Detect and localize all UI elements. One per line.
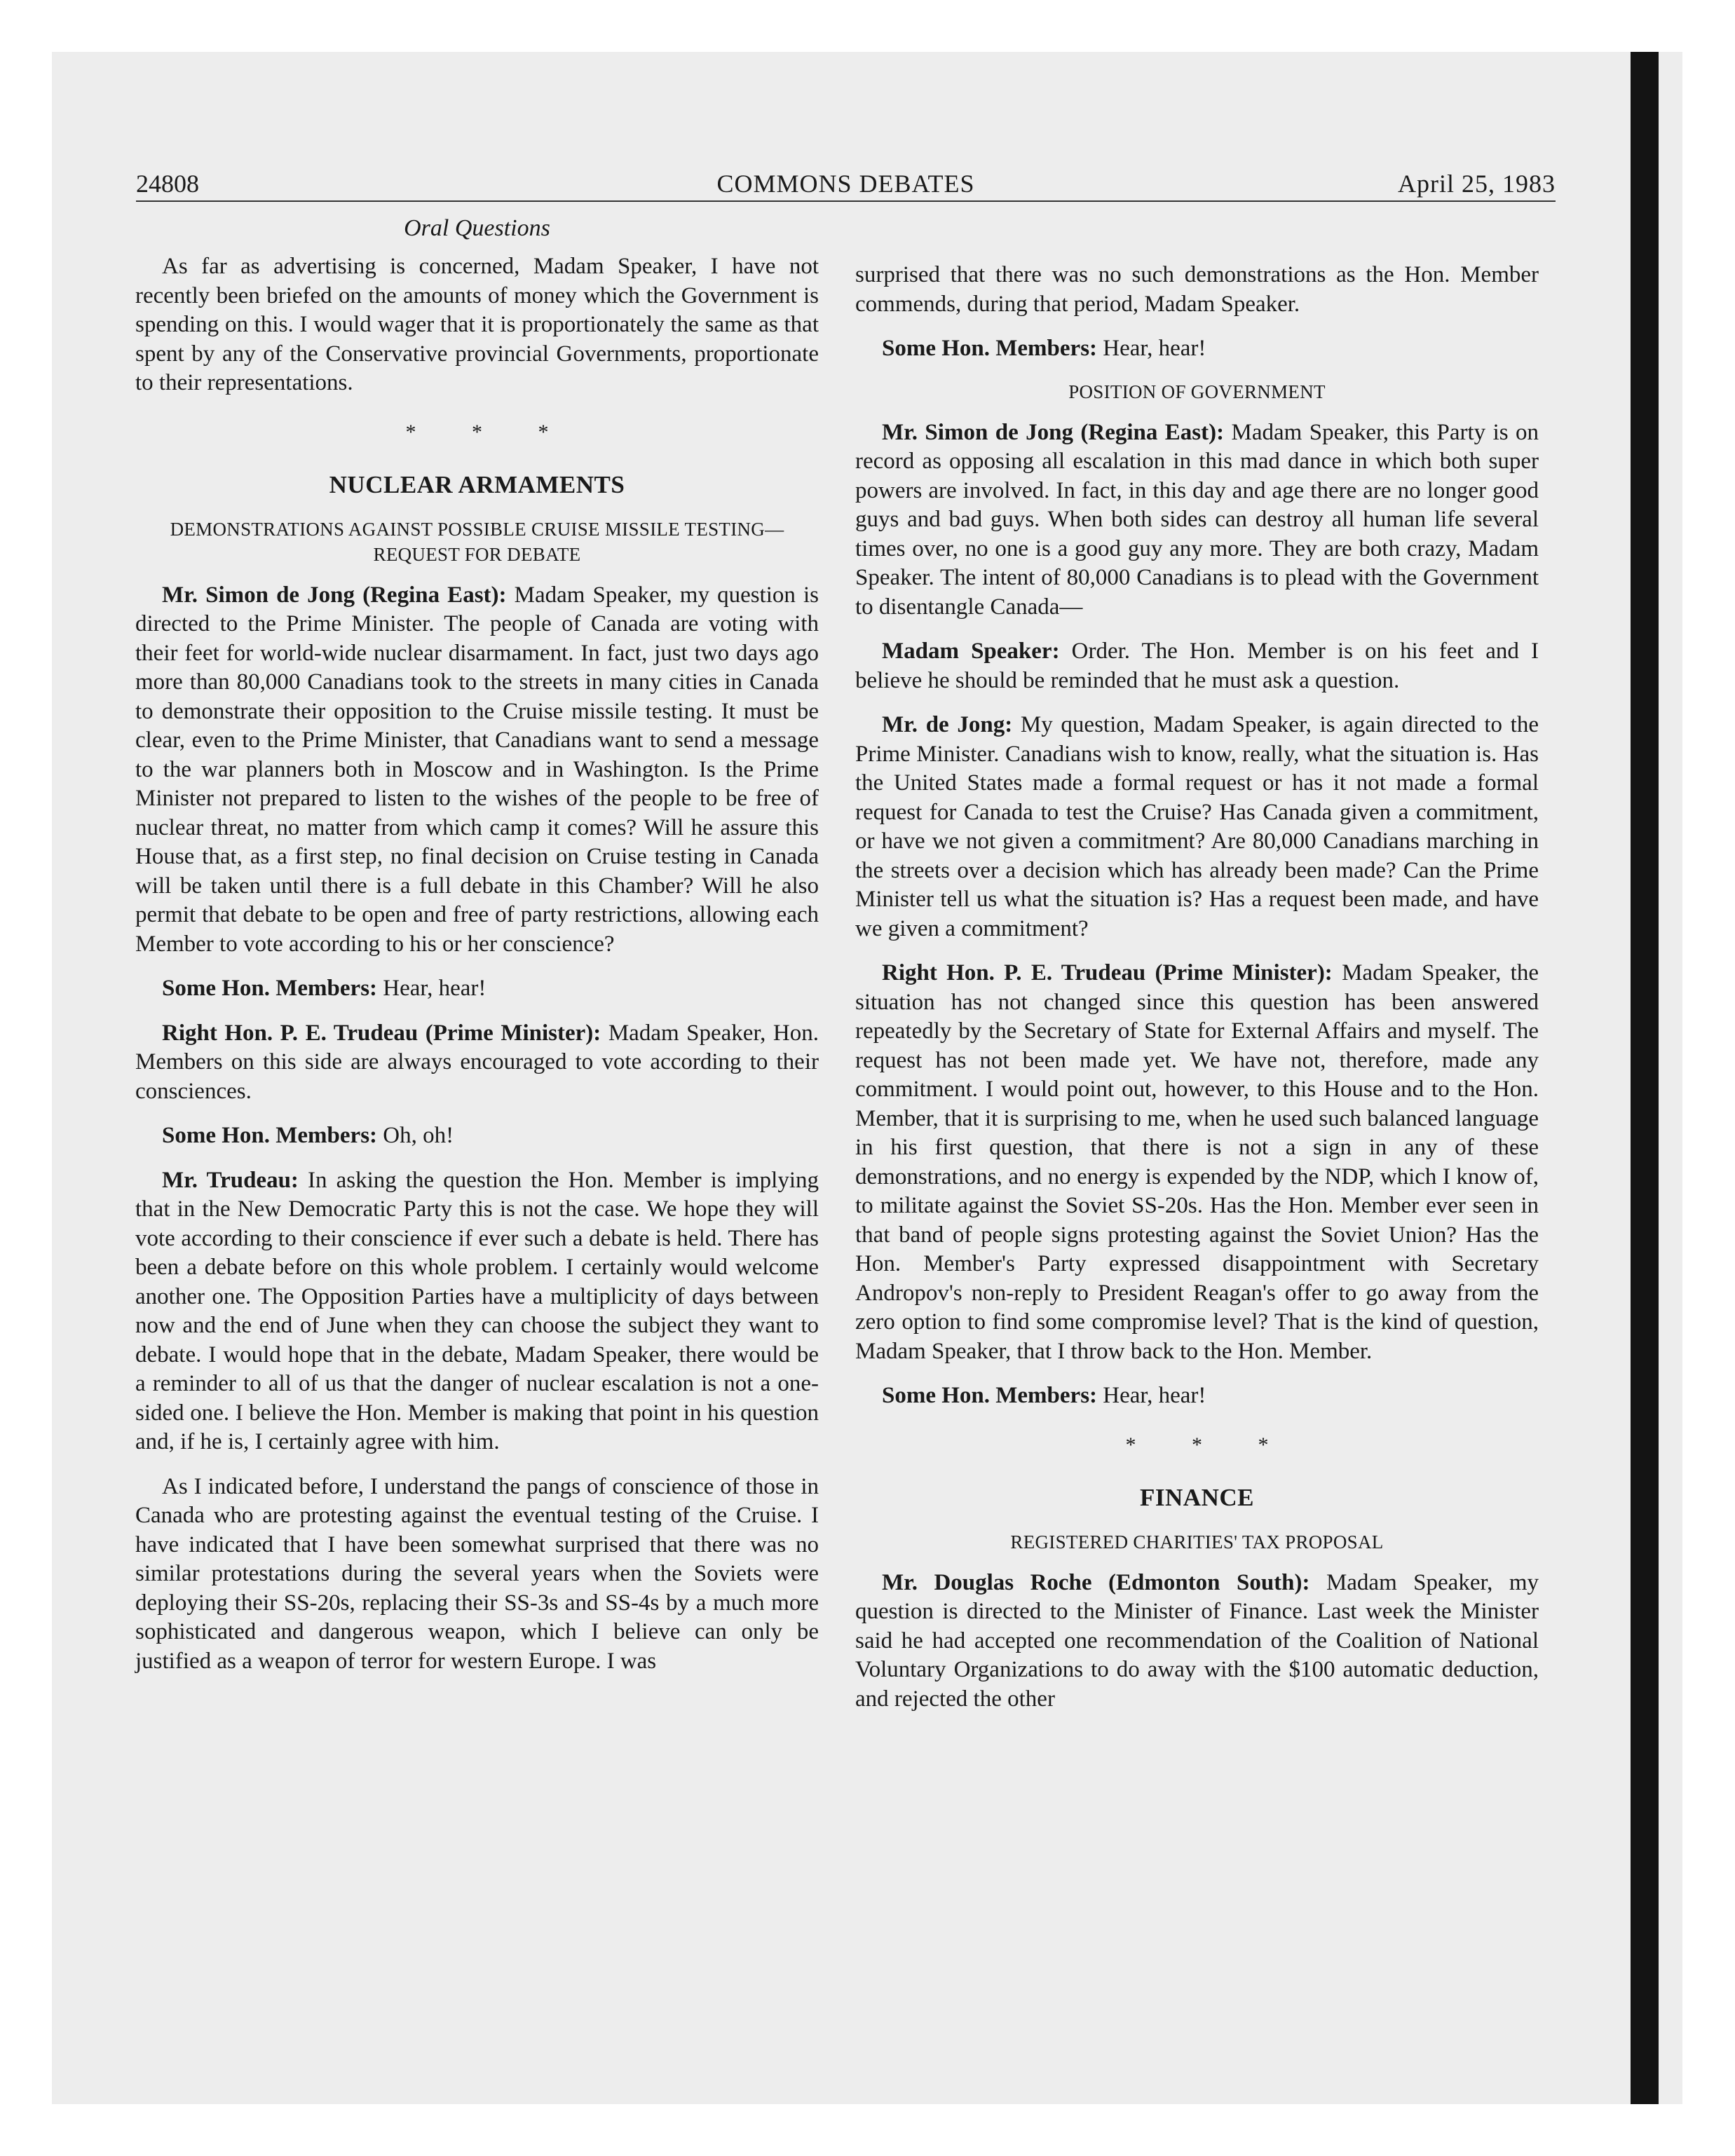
paragraph (855, 959, 1539, 1366)
speaker-name: Mr. Simon de Jong (Regina East): (882, 419, 1225, 445)
speaker-name: Some Hon. Members: (162, 1123, 378, 1148)
section-subheading: REGISTERED CHARITIES' TAX PROPOSAL (1010, 1531, 1384, 1553)
speaker-name: Mr. Simon de Jong (Regina East): (162, 582, 507, 608)
speaker-name: Mr. de Jong: (882, 712, 1013, 737)
speech-text: In asking the question the Hon. Member is implying that in the New Democratic Party this is not the case. We hope they will vote according to their conscience if ever such a debate is held. There has been a debate before on this whole problem. I certainly would welcome another one. The Opposition Parties have a multiplicity of days between now and the end of June when they can choose the subject they want to debate. I would hope that in the debate, Madam Speaker, there would be a reminder to all of us that the danger of nuclear escalation is not a one-sided one. I believe the Hon. Member is making that point in his question and, if he is, I certainly agree with him. (135, 1167, 819, 1454)
speaker-name: Mr. Douglas Roche (Edmonton South): (882, 1569, 1310, 1595)
speech-text: Hear, hear! (1103, 336, 1206, 361)
publication-title: COMMONS DEBATES (716, 170, 975, 198)
section-subheading: POSITION OF GOVERNMENT (1068, 381, 1326, 402)
speech-text: Madam Speaker, my question is directed to the Prime Minister. The people of Canada are voting with their feet for world-wide nuclear disarmament. In fact, just two days ago more than 80,000 Canadians took to the streets in many cities in Canada to demonstrate their opposition to the Cruise missile testing. It must be clear, even to the Prime Minister, that Canadians want to send a message to the war planners both in Moscow and in Washington. Is the Prime Minister not prepared to listen to the wishes of the people to be free of nuclear threat, no matter from which camp it comes? Will he assure this House that, as a first step, no final decision on Cruise testing in Canada will be taken until there is a full debate in this Chamber? Will he also permit that debate to be open and free of party restrictions, allowing each Member to vote according to his or her conscience? (135, 582, 819, 957)
speech-text: Madam Speaker, the situation has not changed since this question has been answered repeatedly by the Secretary of State for External Affairs and myself. The request has not been made yet. We have not, therefore, made any commitment. I would point out, however, to this House and to the Hon. Member, that it is surprising to me, when he used such balanced language in his first question, that there is not a sign in any of these demonstrations, and no energy is expended by the NDP, which I know of, to militate against the Soviet SS-20s. Has the Hon. Member ever seen in that band of people signs protesting against the Soviet Union? Has the Hon. Member's Party expressed disappointment with Secretary Andropov's non-reply to President Reagan's offer to go away from the zero option to find some compromise level? That is the kind of question, Madam Speaker, that I throw back to the Hon. Member. (855, 960, 1539, 1364)
paragraph (855, 1381, 1539, 1411)
paragraph (855, 418, 1539, 622)
paragraph (855, 711, 1539, 943)
paragraph: As I indicated before, I understand the pangs of conscience of those in Canada who are protesting against the eventual testing of the Cruise. I have indicated that I have been somewhat surprised that there was no similar protestations during the several years when the Soviets were deploying their SS-20s, replacing their SS-3s and SS-4s by a much more sophisticated and dangerous weapon, which I believe can only be justified as a weapon of terror for western Europe. I was (135, 1473, 819, 1674)
speech-text: Order. The Hon. Member is on his feet and I believe he should be reminded that he must ask a question. (855, 639, 1539, 693)
speech-text: Madam Speaker, this Party is on record as opposing all escalation in this mad dance in which both super powers are involved. In fact, in this day and age there are no longer good guys and bad guys. When both sides can destroy all human life several times over, no one is a good guy any more. They are both crazy, Madam Speaker. The intent of 80,000 Canadians is to plead with the Government to disentangle Canada— (855, 419, 1539, 620)
paragraph (855, 1569, 1539, 1714)
paragraph-continued: surprised that there was no such demonstrations as the Hon. Member commends, during that period, Madam Speaker. (855, 262, 1539, 317)
paragraph (135, 581, 819, 960)
speaker-name: Some Hon. Members: (882, 1383, 1098, 1408)
speaker-name: Some Hon. Members: (162, 976, 378, 1001)
section-separator: * * * (405, 420, 574, 444)
speaker-name: Madam Speaker: (882, 639, 1060, 664)
section-subheading: DEMONSTRATIONS AGAINST POSSIBLE CRUISE MISSILE TESTING—REQUEST FOR DEBATE (170, 518, 784, 565)
speaker-name: Some Hon. Members: (882, 336, 1098, 361)
paragraph (135, 1121, 819, 1151)
running-title: Oral Questions (404, 215, 550, 241)
paragraph (855, 334, 1539, 364)
paragraph: As far as advertising is concerned, Madam Speaker, I have not recently been briefed on the amounts of money which the Government is spending on this. I would wager that it is proportionately the same as that spent by any of the Conservative provincial Governments, proportionate to their representations. (135, 254, 819, 395)
speaker-name: Mr. Trudeau: (162, 1167, 299, 1193)
speaker-name: Right Hon. P. E. Trudeau (Prime Minister): (162, 1020, 601, 1046)
publication-date: April 25, 1983 (1398, 170, 1556, 198)
header-rule (136, 200, 1556, 202)
paragraph (135, 1019, 819, 1107)
paragraph (855, 637, 1539, 695)
speech-text: Madam Speaker, Hon. Members on this side are always encouraged to vote according to their consciences. (135, 1020, 819, 1104)
paragraph (135, 974, 819, 1004)
speech-text: Hear, hear! (383, 976, 487, 1001)
paragraph (135, 1166, 819, 1457)
section-heading: NUCLEAR ARMAMENTS (329, 471, 625, 498)
scan-edge-shadow (1631, 52, 1659, 2104)
left-column (135, 212, 819, 1691)
speech-text: My question, Madam Speaker, is again directed to the Prime Minister. Canadians wish to know, really, what the situation is. Has the United States made a formal request or has it not made a formal request for Canada to test the Cruise? Has Canada given a commitment, or have we not given a commitment? Are 80,000 Canadians marching in the streets over a decision which has already been made? Can the Prime Minister tell us what the situation is? Has a request been made, and have we given a commitment? (855, 712, 1539, 941)
section-separator: * * * (1125, 1433, 1294, 1456)
speech-text: Hear, hear! (1103, 1383, 1206, 1408)
page-header (136, 167, 1556, 200)
section-heading: FINANCE (1140, 1484, 1254, 1511)
speaker-name: Right Hon. P. E. Trudeau (Prime Minister): (882, 960, 1333, 985)
speech-text: Madam Speaker, my question is directed to the Minister of Finance. Last week the Minister said he had accepted one recommendation of the Coalition of National Voluntary Organizations to do away with the $100 automatic deduction, and rejected the other (855, 1569, 1539, 1712)
right-column (855, 261, 1539, 1729)
speech-text: Oh, oh! (383, 1123, 454, 1148)
page-number: 24808 (136, 170, 199, 198)
